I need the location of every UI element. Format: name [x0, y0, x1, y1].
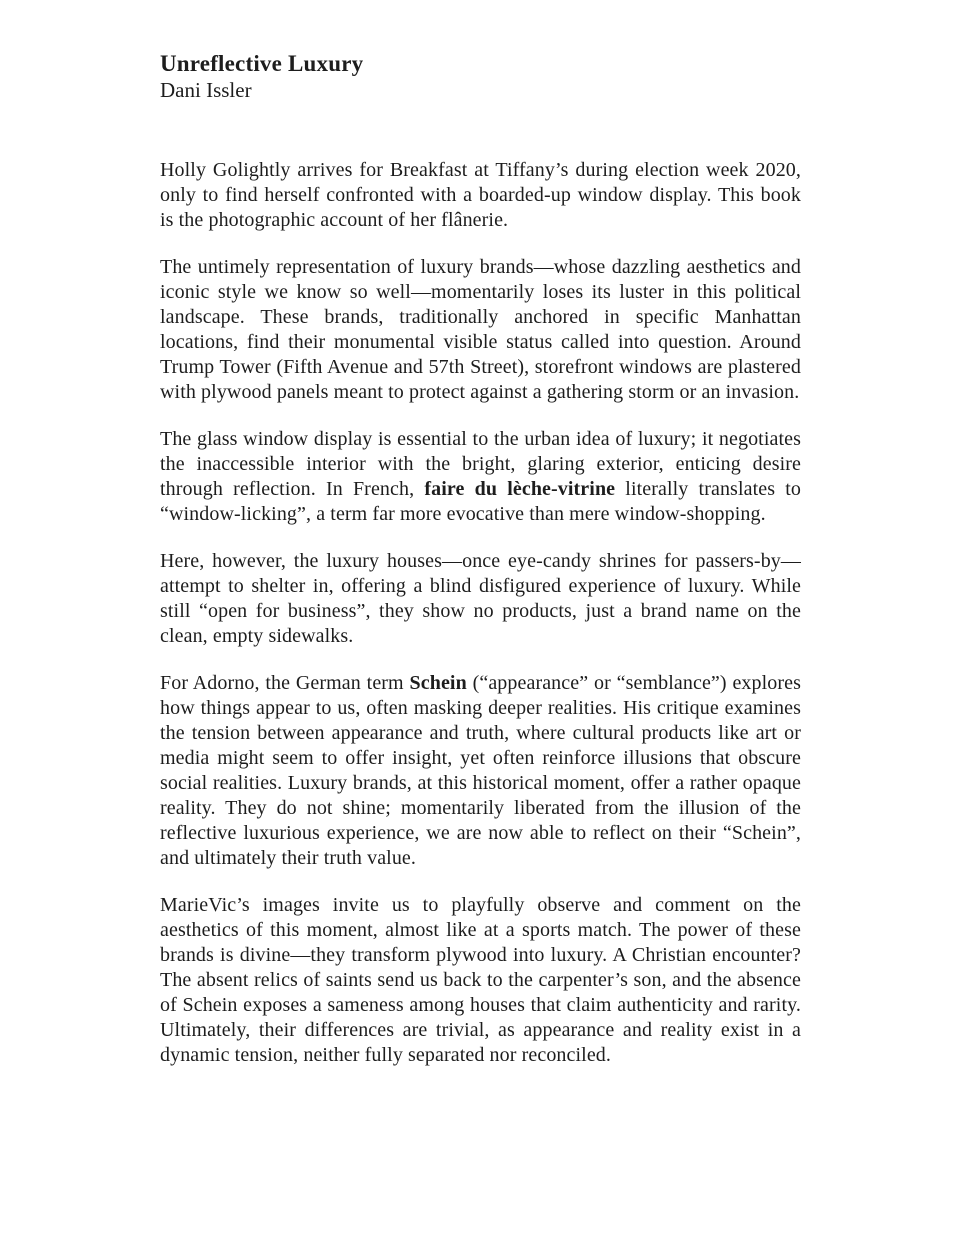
paragraph: [160, 255, 801, 405]
text-run: Here, however, the luxury houses—once eye-candy shrines for passers-by—attempt to shelter in, offering a blind disfigured experience of luxury. While still “open for business”, they show no products, just a brand name on the clean, empty sidewalks.: [160, 550, 801, 647]
bold-term: Schein: [409, 672, 467, 694]
text-run: (“appearance” or “semblance”) explores how things appear to us, often masking deeper realities. His critique examines the tension between appearance and truth, where cultural products like art or media might seem to offer insight, yet often reinforce illusions that obscure social realities. Luxury brands, at this historical moment, offer a rather opaque reality. They do not shine; momentarily liberated from the illusion of the reflective luxurious experience, we are now able to reflect on their “Schein”, and ultimately their truth value.: [160, 672, 802, 869]
article-body: [160, 158, 801, 1068]
text-run: literally translates to “window-licking”, a term far more evocative than mere window-shopping.: [160, 478, 801, 525]
paragraph: [160, 158, 801, 233]
document-author: Dani Issler: [160, 78, 252, 102]
text-run: The untimely representation of luxury brands—whose dazzling aesthetics and iconic style we know so well—momentarily loses its luster in this political landscape. These brands, traditionally anchored in specific Manhattan locations, find their monumental visible status called into question. Around Trump Tower (Fifth Avenue and 57th Street), storefront windows are plastered with plywood panels meant to protect against a gathering storm or an invasion.: [160, 256, 801, 403]
text-run: The glass window display is essential to the urban idea of luxury; it negotiates the inaccessible interior with the bright, glaring exterior, enticing desire through reflection. In French,: [160, 428, 801, 500]
document-page: [160, 50, 801, 1090]
paragraph: [160, 549, 801, 649]
document-title: Unreflective Luxury: [160, 51, 364, 76]
text-run: Holly Golightly arrives for Breakfast at Tiffany’s during election week 2020, only to find herself confronted with a boarded-up window display. This book is the photographic account of her flânerie.: [160, 159, 801, 231]
paragraph: [160, 671, 801, 871]
paragraph: [160, 893, 801, 1068]
paragraph: [160, 427, 801, 527]
bold-term: faire du lèche-vitrine: [424, 478, 616, 500]
text-run: MarieVic’s images invite us to playfully observe and comment on the aesthetics of this moment, almost like at a sports match. The power of these brands is divine—they transform plywood into luxury. A Christian encounter? The absent relics of saints send us back to the carpenter’s son, and the absence of Schein exposes a sameness among houses that claim authenticity and rarity. Ultimately, their differences are trivial, as appearance and reality exist in a dynamic tension, neither fully separated nor reconciled.: [160, 894, 801, 1066]
text-run: For Adorno, the German term: [160, 672, 410, 694]
